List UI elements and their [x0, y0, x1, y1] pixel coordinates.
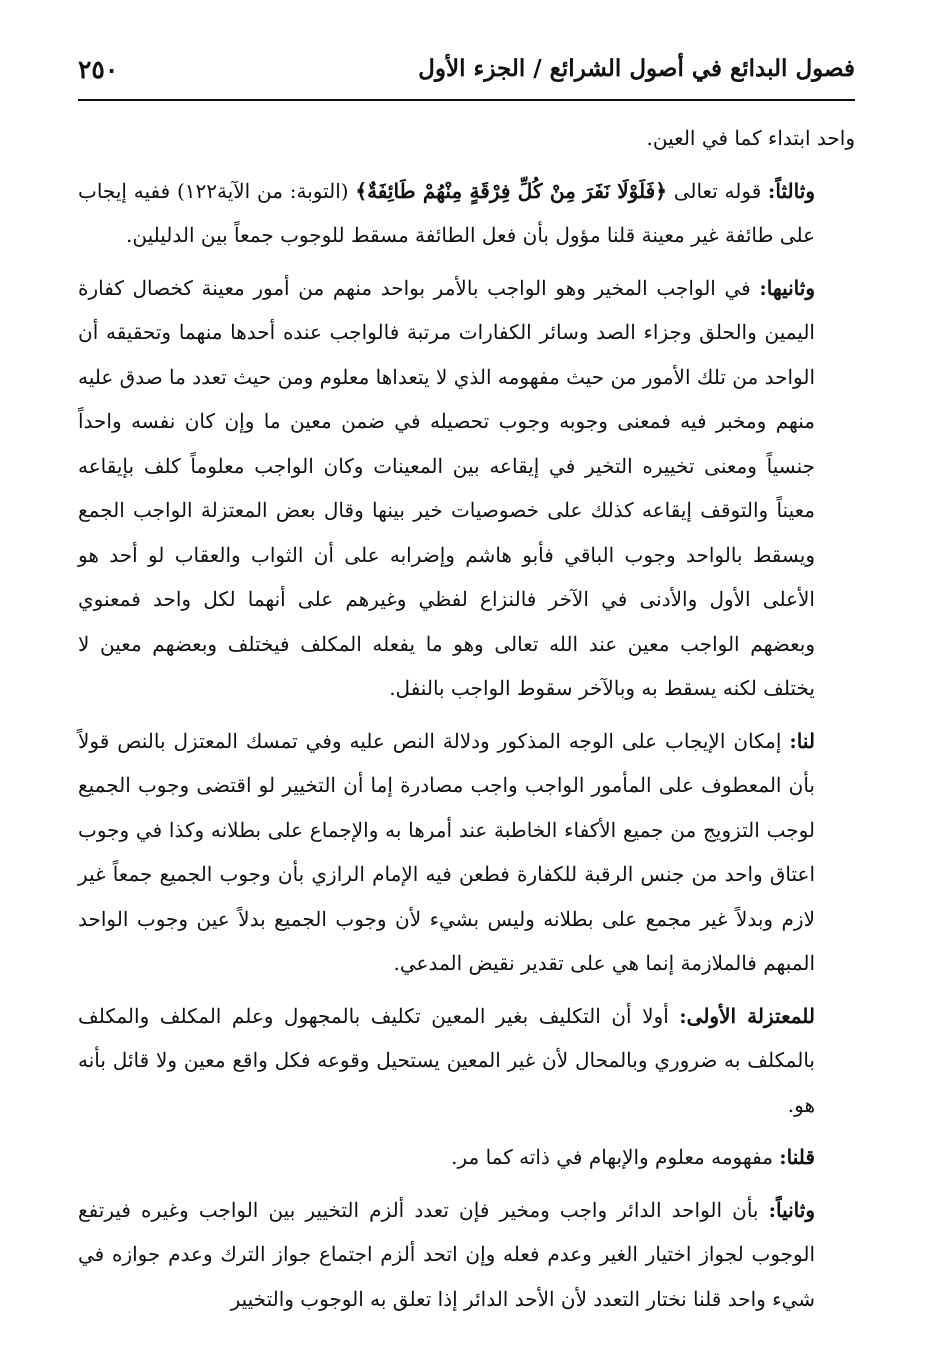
paragraph-5 [78, 994, 855, 1128]
paragraph-4 [78, 719, 855, 986]
header-rule [78, 99, 855, 101]
paragraph-7 [78, 1188, 855, 1322]
paragraph-lead: وثانياً: [768, 1197, 815, 1222]
paragraph-text: في الواجب المخير وهو الواجب بالأمر بواحد منهم من أمور معينة كخصال كفارة اليمين والحلق وجزاء الصد وسائر الكفارات مرتبة فالواجب عنده أحدها منهما وتحقيقه أن الواحد من تلك الأمور من حيث مفهومه الذي لا يتعداها معلوم ومن حيث تعدد ما صدق عليه منهم ومخبر فيه فمعنى وجوبه وجوب تحصيله في ضمن معين ما وإن كان نفسه واحداً جنسياً ومعنى تخييره التخير في إيقاعه بين المعينات وكان الواجب معلوماً كلف بإيقاعه معيناً والتوقف إيقاعه كذلك على خصوصيات خير بينها وقال بعض المعتزلة الواجب الجمع ويسقط بالواحد وجوب الباقي فأبو هاشم وإضرابه على أن الثواب والعقاب لو أحد هو الأعلى الأول والأدنى في الآخر فالنزاع لفظي وغيرهم على أنهما لكل واحد فمعنوي وبعضهم الواجب معين عند الله تعالى وهو ما يفعله المكلف فيختلف وبعضهم معين لا يختلف لكنه يسقط به وبالآخر سقوط الواجب بالنفل. [78, 275, 815, 700]
page-header [78, 55, 855, 99]
paragraph-2 [78, 169, 855, 258]
paragraph-text: إمكان الإيجاب على الوجه المذكور ودلالة النص عليه وفي تمسك المعتزل بالنص قولاً بأن المعطوف على المأمور الواجب واجب مصادرة إما أن التخيير لو اقتضى وجوب الجميع لوجب التزويج من جميع الأكفاء الخاطبة عند أمرها به والإجماع على بطلانه وكذا في وجوب اعتاق واحد من جنس الرقبة للكفارة فطعن فيه الإمام الرازي بأن وجوب الجميع جمعاً غير لازم وبدلاً غير مجمع على بطلانه وليس بشيء لأن وجوب الجميع بدلاً عين وجوب الواحد المبهم فالملازمة إنما هي على تقدير نقيض المدعي. [78, 728, 815, 975]
page-body [78, 116, 855, 1329]
paragraph-lead: للمعتزلة الأولى: [679, 1003, 815, 1028]
page-number: ٢٥٠ [78, 55, 119, 84]
paragraph-text: بأن الواحد الدائر واجب ومخير فإن تعدد ألزم التخيير بين الواجب وغيره فيرتفع الوجوب لجواز اختيار الغير وعدم فعله وإن اتحد ألزم اجتماع جواز الترك وعدم جوازه في شيء واحد قلنا نختار التعدد لأن الأحد الدائر إذا تعلق به الوجوب والتخيير [78, 1197, 815, 1311]
paragraph-text-before-quote: قوله تعالى [666, 178, 769, 203]
paragraph-text: أولا أن التكليف بغير المعين تكليف بالمجهول وعلم المكلف والمكلف بالمكلف به ضروري وبالمحال لأن غير المعين يستحيل وقوعه فكل واقع معين ولا قائل بأنه هو. [78, 1003, 815, 1117]
paragraph-lead: قلنا: [779, 1145, 815, 1169]
paragraph-lead: وثالثاً: [768, 178, 815, 203]
paragraph-text: مفهومه معلوم والإبهام في ذاته كما مر. [451, 1145, 780, 1169]
paragraph-3 [78, 266, 855, 711]
paragraph-lead: لنا: [789, 728, 815, 753]
paragraph-text: (التوبة: من الآية١٢٢) ففيه إيجاب على طائفة غير معينة قلنا مؤول بأن فعل الطائفة مسقط للوجوب جمعاً بين الدليلين. [78, 178, 815, 247]
paragraph-6 [78, 1135, 855, 1180]
paragraph-lead: وثانيها: [759, 275, 815, 300]
quranic-verse: ﴿فَلَوْلَا نَفَرَ مِنْ كُلِّ فِرْقَةٍ مِنْهُمْ طَائِفَةٌ﴾ [355, 178, 667, 203]
paragraph-1 [78, 116, 855, 161]
paragraph-text: واحد ابتداء كما في العين. [646, 126, 855, 150]
running-title: فصول البدائع في أصول الشرائع / الجزء الأول [418, 55, 855, 82]
